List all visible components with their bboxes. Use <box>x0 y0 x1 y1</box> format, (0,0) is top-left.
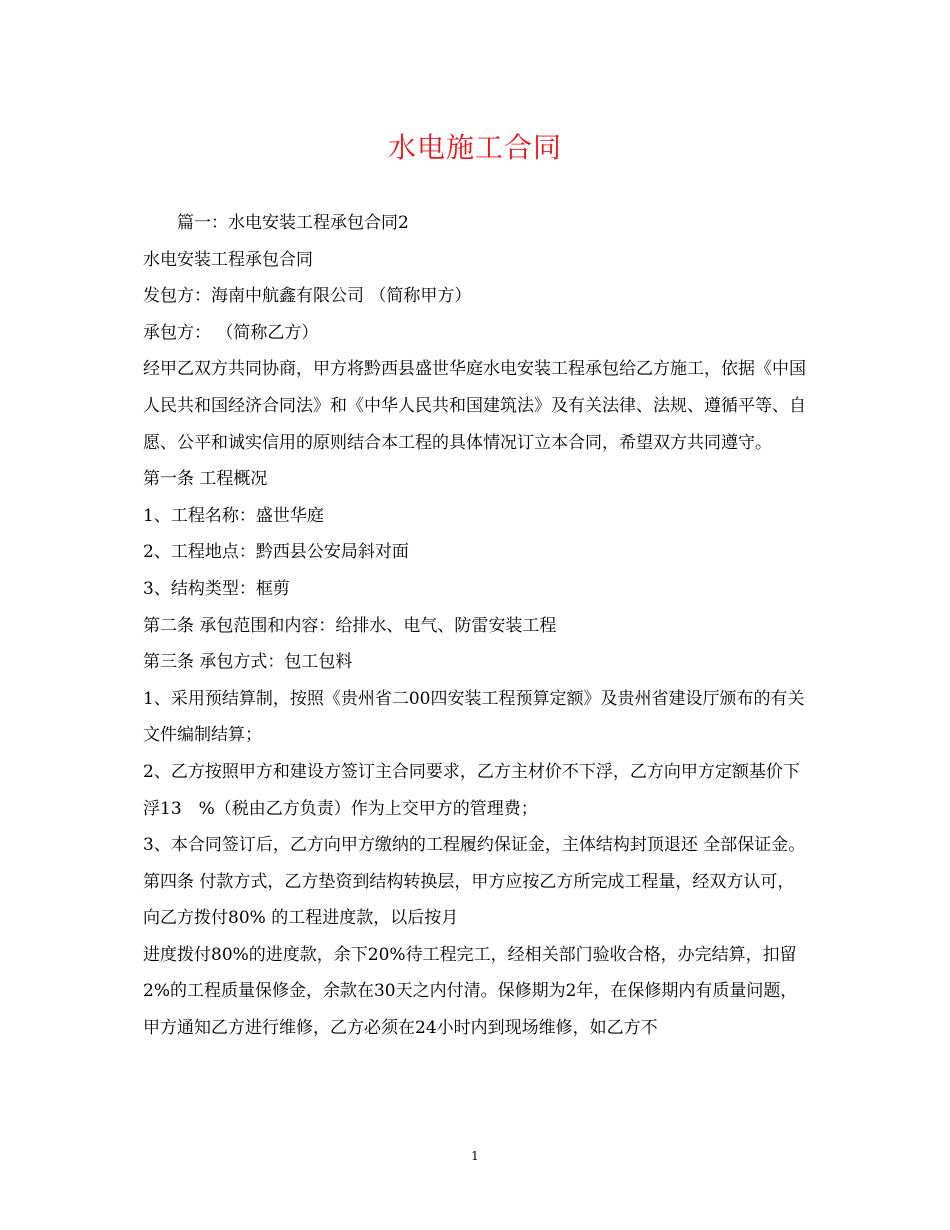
document-title: 水电施工合同 <box>387 131 562 164</box>
article-4-line: 第四条 付款方式，乙方垫资到结构转换层，甲方应按乙方所完成工程量，经双方认可，向乙方拨付80% 的工程进度款，以后按月 <box>143 871 795 929</box>
article-3-line: 第三条 承包方式：包工包料 <box>143 652 353 673</box>
structure-type-line: 3、结构类型：框剪 <box>143 578 290 599</box>
payment-paragraph: 进度拨付80%的进度款，余下20%待工程完工，经相关部门验收合格，办完结算，扣留2%的工程质量保修金，余款在30天之内付清。保修期为2年，在保修期内有质量问题，甲方通知乙方进行维修，乙方必须在24小时内到现场维修，如乙方不 <box>143 944 798 1039</box>
article-3-item-3: 3、本合同签订后，乙方向甲方缴纳的工程履约保证金，主体结构封顶退还 全部保证金。 <box>143 835 806 856</box>
preamble-paragraph: 经甲乙双方共同协商，甲方将黔西县盛世华庭水电安装工程承包给乙方施工，依据《中国人民共和国经济合同法》和《中华人民共和国建筑法》及有关法律、法规、遵循平等、自愿、公平和诚实信用的原则结合本工程的具体情况订立本合同，希望双方共同遵守。 <box>143 359 806 453</box>
article-3-item-1: 1、采用预结算制，按照《贵州省二00四安装工程预算定额》及贵州省建设厅颁布的有关文件编制结算； <box>143 688 805 746</box>
page-number: 1 <box>471 1149 479 1163</box>
contract-name: 水电安装工程承包合同 <box>143 249 313 270</box>
section-heading: 篇一：水电安装工程承包合同2 <box>177 213 409 233</box>
party-b-line: 承包方： （简称乙方） <box>143 322 319 343</box>
article-1-heading: 第一条 工程概况 <box>143 469 268 490</box>
article-2-line: 第二条 承包范围和内容：给排水、电气、防雷安装工程 <box>143 615 557 636</box>
project-location-line: 2、工程地点：黔西县公安局斜对面 <box>143 542 409 563</box>
document-body <box>143 205 807 1047</box>
article-3-item-2: 2、乙方按照甲方和建设方签订主合同要求，乙方主材价不下浮，乙方向甲方定额基价下浮13 %（税由乙方负责）作为上交甲方的管理费； <box>143 761 800 819</box>
project-name-line: 1、工程名称：盛世华庭 <box>143 505 324 526</box>
party-a-line: 发包方：海南中航鑫有限公司 （简称甲方） <box>143 286 472 307</box>
